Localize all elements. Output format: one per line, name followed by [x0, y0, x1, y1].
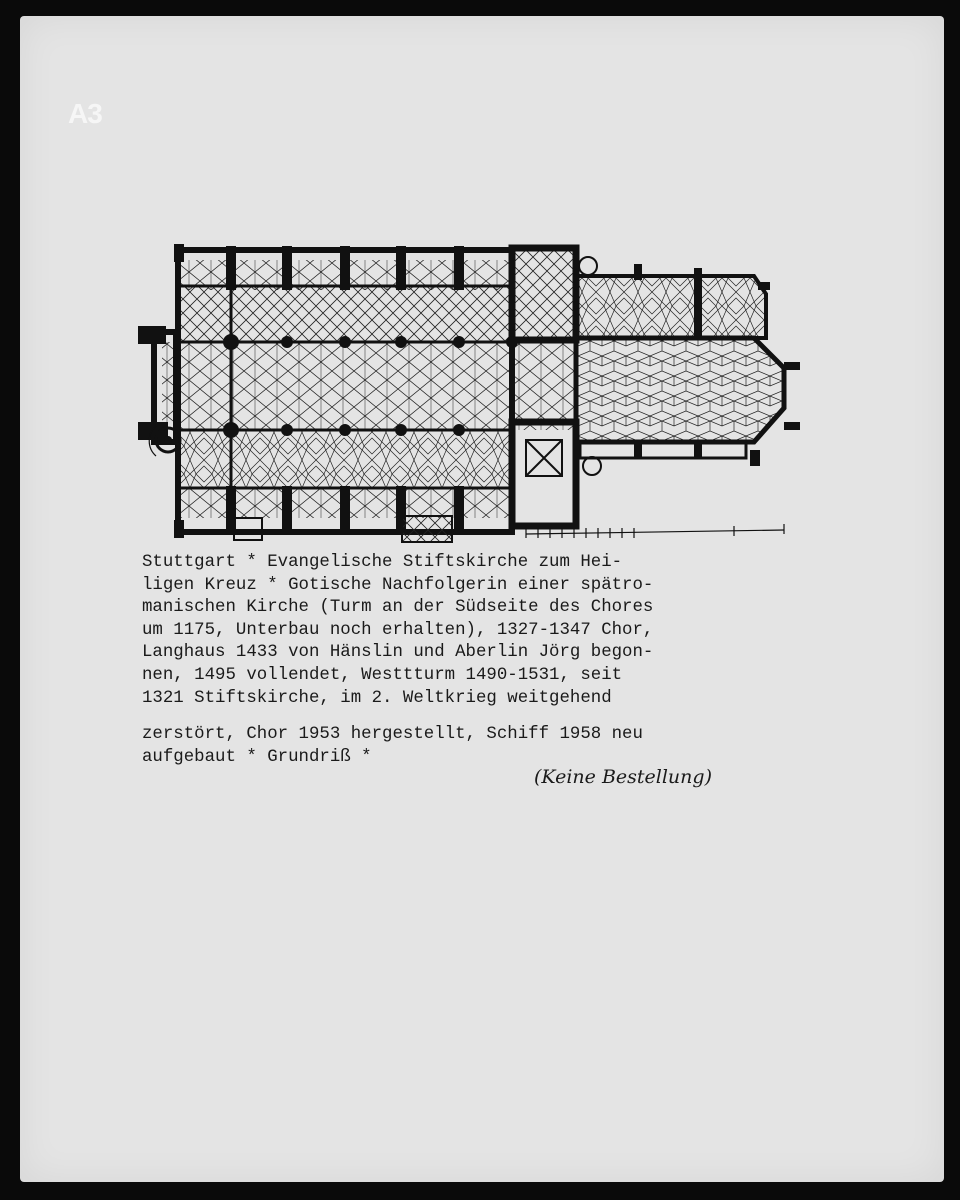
description-line: aufgebaut * Grundriß * [142, 747, 372, 767]
description-line: Langhaus 1433 von Hänslin und Aberlin Jörg begon- [142, 643, 654, 663]
floor-plan-drawing [134, 236, 804, 548]
description-line: ligen Kreuz * Gotische Nachfolgerin einer spätro- [142, 575, 654, 595]
south-tower [512, 422, 576, 526]
north-tower [512, 248, 576, 340]
handwritten-note: (Keine Bestellung) [534, 766, 712, 788]
description-line: nen, 1495 vollendet, Westtturm 1490-1531, seit [142, 665, 623, 685]
west-buttress-south [138, 422, 168, 440]
north-choir-chapel [576, 276, 766, 338]
choir-stair-turret [583, 457, 601, 475]
description-line: 1321 Stiftskirche, im 2. Weltkrieg weitgehend [142, 688, 612, 708]
description-line: Stuttgart * Evangelische Stiftskirche zum Hei- [142, 553, 623, 572]
description-text [142, 552, 862, 769]
south-porch-east [402, 516, 452, 542]
description-line: zerstört, Chor 1953 hergestellt, Schiff 1958 neu [142, 725, 643, 745]
choir-vault [576, 338, 784, 442]
description-line: um 1175, Unterbau noch erhalten), 1327-1347 Chor, [142, 620, 654, 640]
description-line: manischen Kirche (Turm an der Südseite des Chores [142, 598, 654, 618]
south-tower-cross [526, 440, 562, 476]
sheet-label: A3 [68, 98, 102, 129]
